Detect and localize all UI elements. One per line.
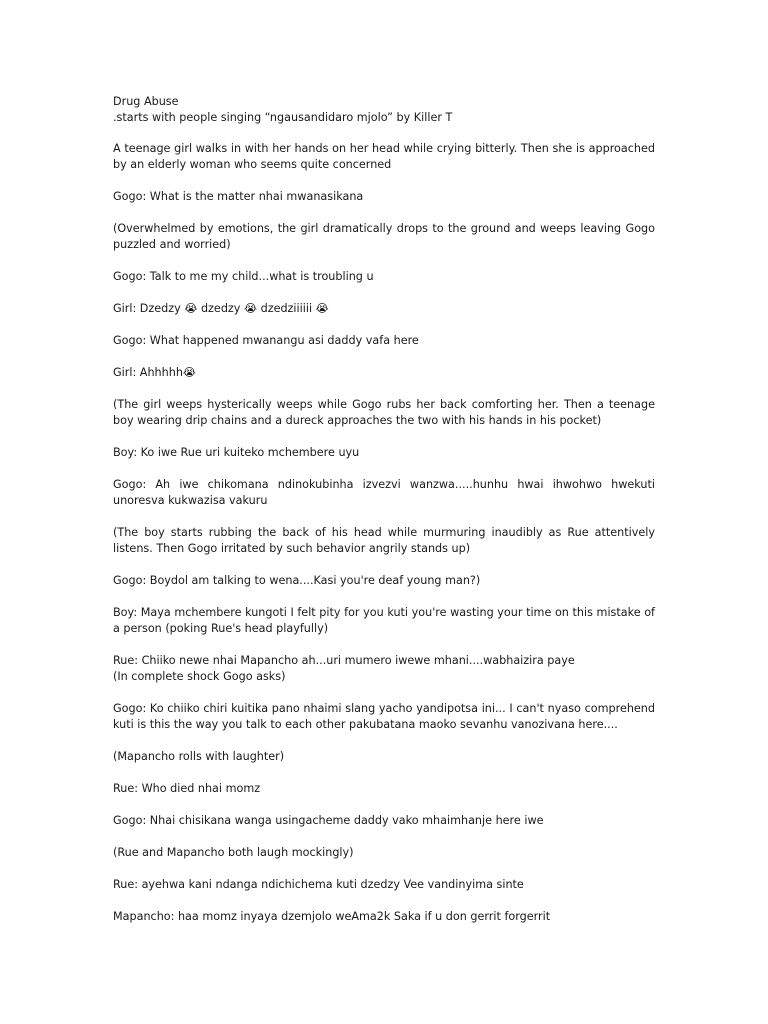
paragraph-stage-direction: A teenage girl walks in with her hands on her head while crying bitterly. Then she is approached by an elderly woman who seems quite concerned	[113, 142, 655, 171]
paragraph-dialogue: Girl: Dzedzy 😭 dzedzy 😭 dzedziiiiii 😭	[113, 302, 329, 315]
paragraph-stage-direction: (Rue and Mapancho both laugh mockingly)	[113, 846, 354, 859]
paragraph-dialogue: Gogo: Ko chiiko chiri kuitika pano nhaimi slang yacho yandipotsa ini... I can't nyaso comprehend kuti is this the way you talk to each other pakubatana maoko sevanhu vanozivana here....	[113, 702, 655, 731]
paragraph-dialogue: Gogo: What is the matter nhai mwanasikana	[113, 190, 364, 203]
paragraph-dialogue: Rue: Who died nhai momz	[113, 782, 261, 795]
paragraph-stage-direction: (Mapancho rolls with laughter)	[113, 750, 285, 763]
paragraph-dialogue: Rue: Chiiko newe nhai Mapancho ah...uri mumero iwewe mhani....wabhaizira paye	[113, 654, 575, 667]
document-title: Drug Abuse	[113, 95, 179, 108]
paragraph-dialogue: Gogo: Talk to me my child...what is troubling u	[113, 270, 374, 283]
paragraph-dialogue: Boy: Maya mchembere kungoti I felt pity for you kuti you're wasting your time on this mistake of a person (poking Rue's head playfully)	[113, 606, 655, 635]
paragraph-stage-direction: (In complete shock Gogo asks)	[113, 670, 286, 683]
paragraph-dialogue: Boy: Ko iwe Rue uri kuiteko mchembere uyu	[113, 446, 360, 459]
paragraph-dialogue: Mapancho: haa momz inyaya dzemjolo weAma2k Saka if u don gerrit forgerrit	[113, 910, 551, 923]
title-block	[113, 94, 655, 126]
paragraph-dialogue: Gogo: Boydol am talking to wena....Kasi you're deaf young man?)	[113, 574, 481, 587]
paragraph-dialogue: Gogo: Ah iwe chikomana ndinokubinha izvezvi wanzwa.....hunhu hwai ihwohwo hwekuti unoresva kukwazisa vakuru	[113, 478, 655, 507]
paragraph-dialogue: Rue: ayehwa kani ndanga ndichichema kuti dzedzy Vee vandinyima sinte	[113, 878, 524, 891]
paragraph-stage-direction: (Overwhelmed by emotions, the girl dramatically drops to the ground and weeps leaving Gogo puzzled and worried)	[113, 222, 655, 251]
document-page	[113, 94, 655, 925]
paragraph-stage-direction: (The girl weeps hysterically weeps while Gogo rubs her back comforting her. Then a teenage boy wearing drip chains and a dureck approaches the two with his hands in his pocket)	[113, 398, 655, 427]
paragraph-group	[113, 653, 655, 685]
paragraph-dialogue: Gogo: Nhai chisikana wanga usingacheme daddy vako mhaimhanje here iwe	[113, 814, 544, 827]
paragraph-stage-direction: (The boy starts rubbing the back of his head while murmuring inaudibly as Rue attentively listens. Then Gogo irritated by such behavior angrily stands up)	[113, 526, 655, 555]
paragraph-dialogue: Girl: Ahhhhh😭	[113, 366, 196, 379]
paragraph-dialogue: Gogo: What happened mwanangu asi daddy vafa here	[113, 334, 419, 347]
document-subtitle: .starts with people singing “ngausandidaro mjolo” by Killer T	[113, 111, 453, 124]
